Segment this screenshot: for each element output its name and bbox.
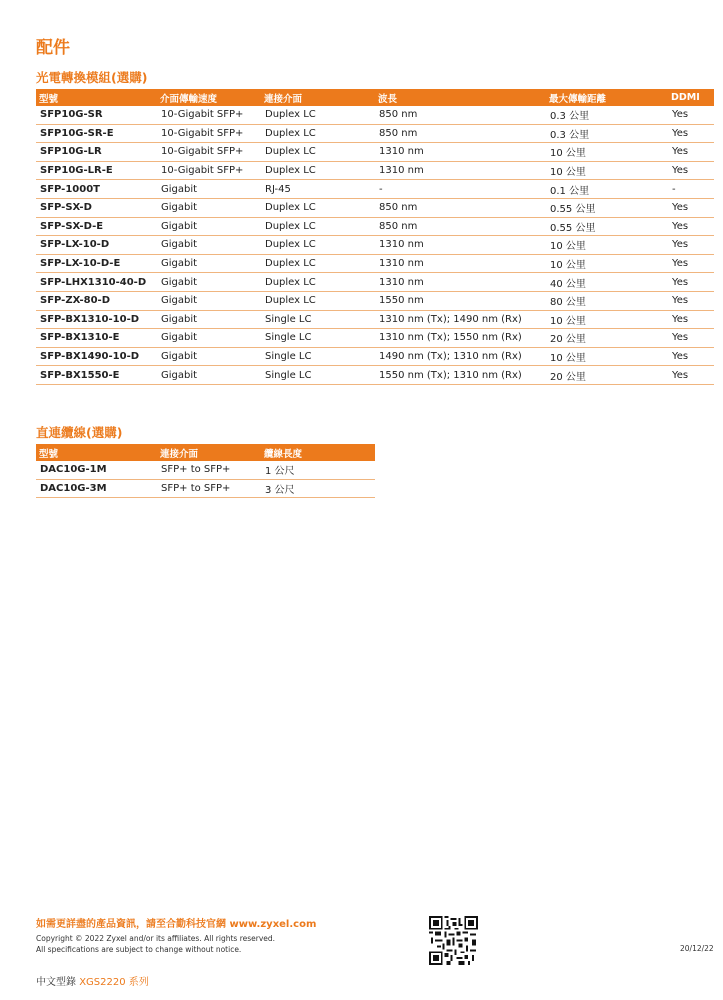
cell-max-distance: 10 公里 — [546, 254, 668, 273]
cell-speed: Gigabit — [157, 236, 261, 255]
optics-header-row — [36, 89, 714, 106]
cell-wavelength: 1550 nm — [375, 291, 546, 310]
dac-header-row — [36, 444, 375, 461]
cell-speed: Gigabit — [157, 198, 261, 217]
cell-connector: Duplex LC — [261, 273, 375, 292]
qr-code-icon — [429, 916, 478, 965]
table-row — [36, 291, 714, 310]
cell-wavelength: 1310 nm — [375, 161, 546, 180]
cell-connector: SFP+ to SFP+ — [157, 479, 261, 498]
cell-ddmi: Yes — [668, 143, 714, 162]
table-row — [36, 310, 714, 329]
dac-section-title: 直連纜線(選購) — [36, 425, 123, 440]
table-row — [36, 254, 714, 273]
cell-model: SFP-SX-D — [36, 198, 157, 217]
cell-connector: Duplex LC — [261, 198, 375, 217]
cell-model: SFP-BX1550-E — [36, 366, 157, 385]
cell-model: SFP10G-SR-E — [36, 124, 157, 143]
table-row — [36, 180, 714, 199]
website-info-link[interactable]: 如需更詳盡的產品資訊，請至合勤科技官網 www.zyxel.com — [36, 919, 317, 930]
table-row — [36, 124, 714, 143]
cell-wavelength: - — [375, 180, 546, 199]
table-row — [36, 236, 714, 255]
cell-model: SFP10G-LR — [36, 143, 157, 162]
cell-connector: Duplex LC — [261, 254, 375, 273]
cell-speed: Gigabit — [157, 217, 261, 236]
cell-speed: Gigabit — [157, 291, 261, 310]
cell-ddmi: Yes — [668, 329, 714, 348]
cell-wavelength: 1490 nm (Tx); 1310 nm (Rx) — [375, 347, 546, 366]
cell-connector: Single LC — [261, 366, 375, 385]
cell-wavelength: 850 nm — [375, 124, 546, 143]
header-model: 型號 — [36, 89, 157, 106]
cell-speed: Gigabit — [157, 273, 261, 292]
table-row — [36, 273, 714, 292]
table-row — [36, 143, 714, 162]
cell-speed: Gigabit — [157, 254, 261, 273]
page-title: 配件 — [36, 38, 70, 58]
header-ddmi: DDMI — [668, 89, 714, 106]
table-row — [36, 366, 714, 385]
publication-date: 20/12/22 — [680, 944, 714, 953]
cell-max-distance: 40 公里 — [546, 273, 668, 292]
cell-connector: Duplex LC — [261, 143, 375, 162]
catalog-label — [36, 973, 149, 988]
cell-max-distance: 0.55 公里 — [546, 198, 668, 217]
cell-connector: RJ-45 — [261, 180, 375, 199]
cell-speed: 10-Gigabit SFP+ — [157, 143, 261, 162]
cell-wavelength: 1550 nm (Tx); 1310 nm (Rx) — [375, 366, 546, 385]
table-row — [36, 161, 714, 180]
cell-connector: Duplex LC — [261, 291, 375, 310]
cell-wavelength: 1310 nm (Tx); 1490 nm (Rx) — [375, 310, 546, 329]
cell-ddmi: Yes — [668, 366, 714, 385]
cell-connector: Duplex LC — [261, 124, 375, 143]
copyright-line: Copyright © 2022 Zyxel and/or its affiliates. All rights reserved. — [36, 934, 276, 943]
header-wavelength: 波長 — [375, 89, 546, 106]
table-row — [36, 106, 714, 124]
cell-max-distance: 10 公里 — [546, 161, 668, 180]
catalog-product: XGS2220 系列 — [79, 977, 149, 988]
cell-max-distance: 10 公里 — [546, 143, 668, 162]
header-connector: 連接介面 — [157, 444, 261, 461]
cell-wavelength: 1310 nm — [375, 254, 546, 273]
cell-ddmi: Yes — [668, 161, 714, 180]
cell-connector: Duplex LC — [261, 161, 375, 180]
cell-model: SFP-LX-10-D — [36, 236, 157, 255]
cell-max-distance: 10 公里 — [546, 347, 668, 366]
header-model: 型號 — [36, 444, 157, 461]
cell-ddmi: Yes — [668, 347, 714, 366]
cell-speed: Gigabit — [157, 366, 261, 385]
cell-model: SFP-LX-10-D-E — [36, 254, 157, 273]
cell-model: SFP-BX1490-10-D — [36, 347, 157, 366]
cell-ddmi: Yes — [668, 124, 714, 143]
header-connector: 連接介面 — [261, 89, 375, 106]
table-row — [36, 479, 375, 498]
cell-connector: Single LC — [261, 347, 375, 366]
table-row — [36, 329, 714, 348]
cell-speed: 10-Gigabit SFP+ — [157, 124, 261, 143]
cell-model: DAC10G-1M — [36, 461, 157, 479]
cell-wavelength: 1310 nm — [375, 236, 546, 255]
disclaimer-line: All specifications are subject to change without notice. — [36, 945, 242, 954]
cell-speed: Gigabit — [157, 180, 261, 199]
catalog-type: 中文型錄 — [36, 977, 76, 988]
cell-cable-length: 3 公尺 — [261, 479, 375, 498]
header-cable-length: 纜線長度 — [261, 444, 375, 461]
cell-model: SFP-LHX1310-40-D — [36, 273, 157, 292]
table-row — [36, 217, 714, 236]
cell-speed: Gigabit — [157, 347, 261, 366]
cell-model: SFP-1000T — [36, 180, 157, 199]
cell-model: SFP10G-LR-E — [36, 161, 157, 180]
cell-wavelength: 1310 nm — [375, 143, 546, 162]
copyright-notice — [36, 933, 275, 955]
cell-max-distance: 20 公里 — [546, 366, 668, 385]
cell-speed: Gigabit — [157, 310, 261, 329]
cell-connector: Single LC — [261, 310, 375, 329]
cell-model: SFP-BX1310-E — [36, 329, 157, 348]
cell-ddmi: Yes — [668, 254, 714, 273]
cell-model: SFP-BX1310-10-D — [36, 310, 157, 329]
header-speed: 介面傳輸速度 — [157, 89, 261, 106]
cell-wavelength: 850 nm — [375, 198, 546, 217]
table-row — [36, 198, 714, 217]
cell-ddmi: Yes — [668, 291, 714, 310]
cell-max-distance: 0.3 公里 — [546, 106, 668, 124]
cell-connector: Duplex LC — [261, 106, 375, 124]
cell-connector: SFP+ to SFP+ — [157, 461, 261, 479]
cell-speed: 10-Gigabit SFP+ — [157, 106, 261, 124]
cell-max-distance: 10 公里 — [546, 236, 668, 255]
dac-table — [36, 444, 375, 498]
cell-speed: 10-Gigabit SFP+ — [157, 161, 261, 180]
cell-ddmi: Yes — [668, 106, 714, 124]
cell-ddmi: Yes — [668, 236, 714, 255]
cell-model: SFP10G-SR — [36, 106, 157, 124]
optics-table — [36, 89, 714, 385]
cell-ddmi: Yes — [668, 310, 714, 329]
cell-ddmi: - — [668, 180, 714, 199]
cell-wavelength: 1310 nm — [375, 273, 546, 292]
cell-max-distance: 0.1 公里 — [546, 180, 668, 199]
cell-max-distance: 0.3 公里 — [546, 124, 668, 143]
cell-model: SFP-ZX-80-D — [36, 291, 157, 310]
cell-max-distance: 10 公里 — [546, 310, 668, 329]
optics-section-title: 光電轉換模組(選購) — [36, 70, 148, 85]
cell-max-distance: 0.55 公里 — [546, 217, 668, 236]
table-row — [36, 461, 375, 479]
cell-speed: Gigabit — [157, 329, 261, 348]
cell-ddmi: Yes — [668, 273, 714, 292]
cell-wavelength: 1310 nm (Tx); 1550 nm (Rx) — [375, 329, 546, 348]
cell-connector: Duplex LC — [261, 236, 375, 255]
cell-ddmi: Yes — [668, 217, 714, 236]
cell-max-distance: 80 公里 — [546, 291, 668, 310]
cell-connector: Duplex LC — [261, 217, 375, 236]
cell-wavelength: 850 nm — [375, 106, 546, 124]
table-row — [36, 347, 714, 366]
cell-ddmi: Yes — [668, 198, 714, 217]
cell-wavelength: 850 nm — [375, 217, 546, 236]
cell-connector: Single LC — [261, 329, 375, 348]
cell-max-distance: 20 公里 — [546, 329, 668, 348]
header-max-distance: 最大傳輸距離 — [546, 89, 668, 106]
cell-model: DAC10G-3M — [36, 479, 157, 498]
cell-cable-length: 1 公尺 — [261, 461, 375, 479]
cell-model: SFP-SX-D-E — [36, 217, 157, 236]
